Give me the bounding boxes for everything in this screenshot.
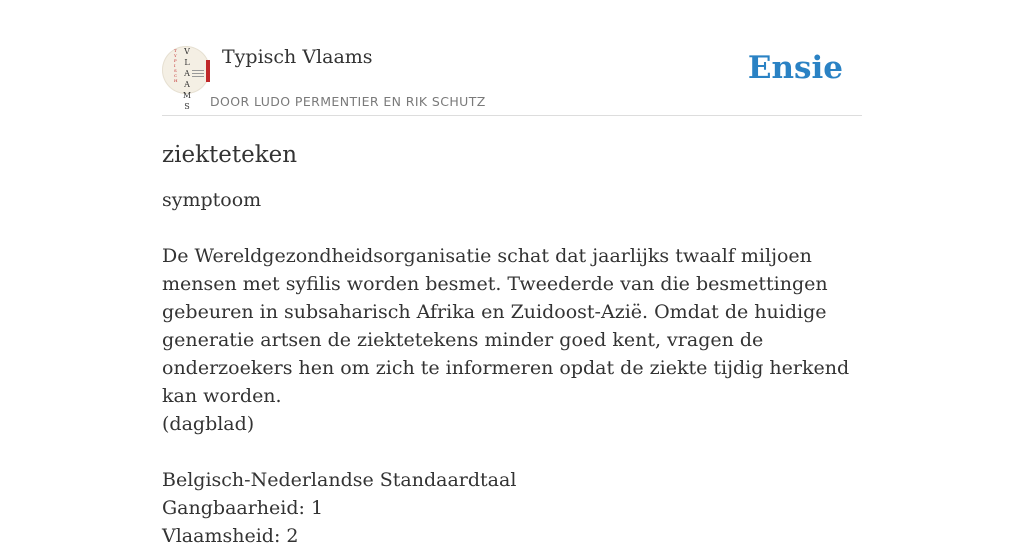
logo-accent-bar bbox=[206, 60, 210, 82]
logo-small-print bbox=[192, 70, 204, 71]
ensie-brand-link[interactable]: Ensie bbox=[747, 50, 843, 86]
site-logo[interactable] bbox=[162, 46, 210, 111]
entry-content bbox=[162, 136, 872, 550]
entry-term: ziekteteken bbox=[162, 142, 298, 168]
logo-letters: VLAAMS bbox=[182, 47, 192, 111]
entry-example: De Wereldgezondheidsorganisatie schat dat jaarlijks twaalf miljoen mensen met syfilis worden besmet. Tweederde van die besmettingen gebeuren in subsaharisch Afrika en Zuidoost-Azië. Omdat de huidige generatie artsen de ziektetekens minder goed kent, vragen de onderzoekers hen om zich te informeren opdat de ziekte tijdig herkend kan worden. bbox=[162, 245, 850, 407]
spacer bbox=[162, 438, 872, 466]
entry-definition: symptoom bbox=[162, 189, 262, 211]
entry-gangbaarheid: Gangbaarheid: 1 bbox=[162, 497, 324, 519]
entry-language: Belgisch-Nederlandse Standaardtaal bbox=[162, 469, 517, 491]
byline: DOOR LUDO PERMENTIER EN RIK SCHUTZ bbox=[210, 94, 486, 109]
header bbox=[162, 44, 862, 116]
logo-accent-letters: TYPISCH bbox=[174, 48, 178, 83]
entry-source: (dagblad) bbox=[162, 413, 255, 435]
entry-vlaamsheid: Vlaamsheid: 2 bbox=[162, 525, 299, 547]
site-title-link[interactable]: Typisch Vlaams bbox=[222, 46, 373, 68]
spacer bbox=[162, 214, 872, 242]
